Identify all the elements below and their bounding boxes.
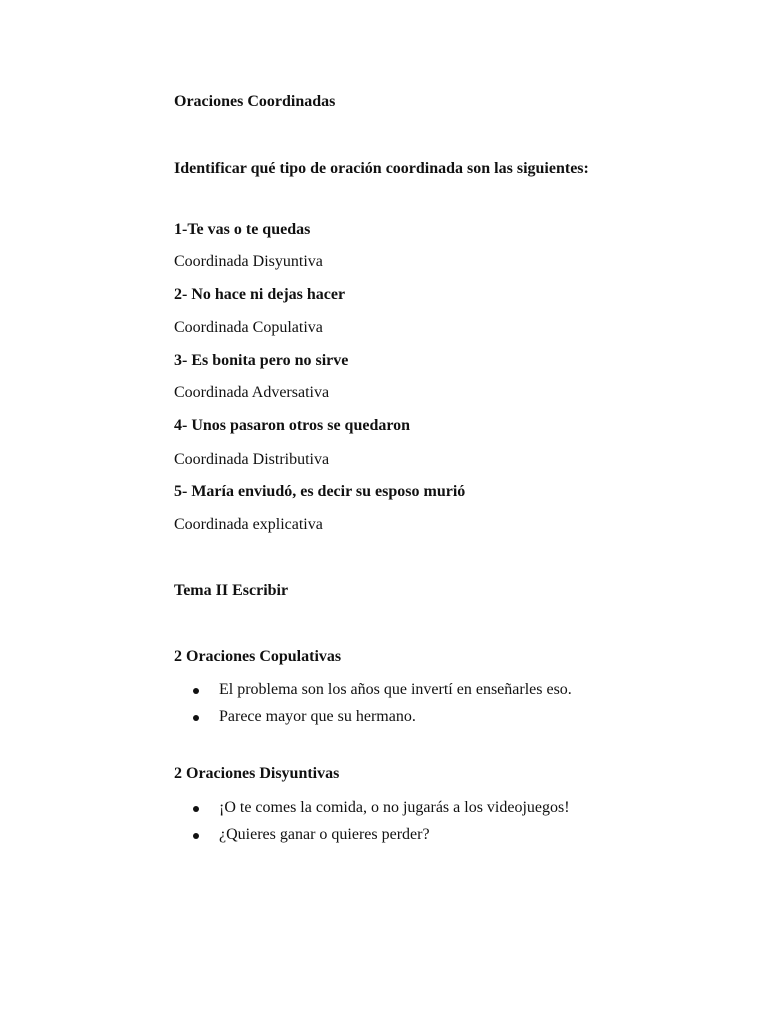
disyuntivas-heading: 2 Oraciones Disyuntivas: [174, 765, 340, 782]
list-item-text: ¡O te comes la comida, o no jugarás a los videojuegos!: [219, 799, 570, 816]
exercise-1-answer: Coordinada Disyuntiva: [174, 253, 323, 270]
exercise-4-sentence: 4- Unos pasaron otros se quedaron: [174, 417, 411, 434]
instruction-heading: Identificar qué tipo de oración coordinada son las siguientes:: [174, 160, 589, 177]
bullet-icon: [193, 806, 199, 812]
list-item-text: ¿Quieres ganar o quieres perder?: [219, 826, 430, 843]
exercise-2-sentence: 2- No hace ni dejas hacer: [174, 286, 346, 303]
exercise-5-answer: Coordinada explicativa: [174, 516, 323, 533]
copulativas-heading: 2 Oraciones Copulativas: [174, 648, 342, 665]
exercise-1-sentence: 1-Te vas o te quedas: [174, 221, 311, 238]
exercise-4-answer: Coordinada Distributiva: [174, 451, 330, 468]
list-item-text: Parece mayor que su hermano.: [219, 708, 416, 725]
section-2-title: Tema II Escribir: [174, 582, 289, 599]
bullet-icon: [193, 715, 199, 721]
bullet-icon: [193, 833, 199, 839]
exercise-3-sentence: 3- Es bonita pero no sirve: [174, 352, 349, 369]
document-title: Oraciones Coordinadas: [174, 93, 336, 110]
exercise-5-sentence: 5- María enviudó, es decir su esposo murió: [174, 483, 466, 500]
bullet-icon: [193, 688, 199, 694]
exercise-2-answer: Coordinada Copulativa: [174, 319, 323, 336]
list-item-text: El problema son los años que invertí en enseñarles eso.: [219, 681, 572, 698]
exercise-3-answer: Coordinada Adversativa: [174, 384, 330, 401]
